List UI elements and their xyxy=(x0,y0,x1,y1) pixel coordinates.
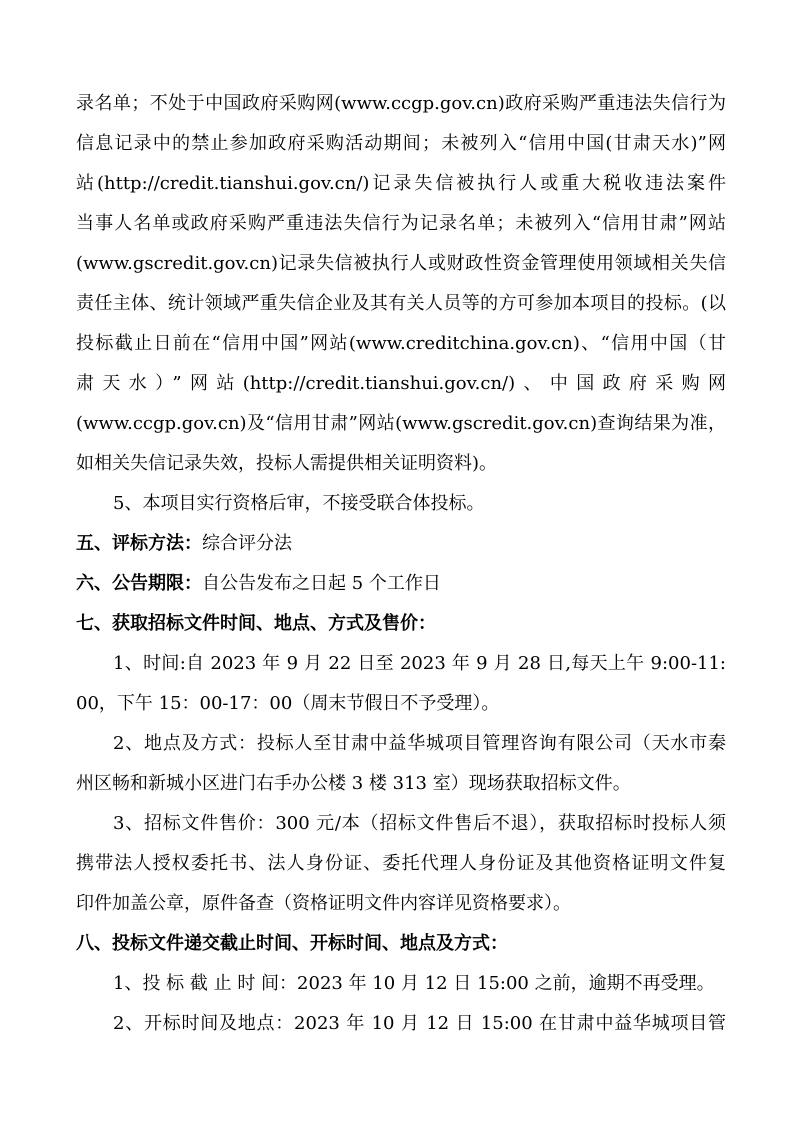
section-6-value: 自公告发布之日起 5 个工作日 xyxy=(202,573,441,594)
section-5-value: 综合评分法 xyxy=(202,533,292,554)
text-line: 信息记录中的禁止参加政府采购活动期间；未被列入“信用中国(甘肃天水)”网 xyxy=(76,133,726,154)
text-line: 1、时间:自 2023 年 9 月 22 日至 2023 年 9 月 28 日,每天上午 9:00-11: xyxy=(113,653,726,674)
text-line: 如相关失信记录失效，投标人需提供相关证明资料)。 xyxy=(76,453,498,474)
section-6-title: 六、公告期限： xyxy=(76,573,202,594)
section-8-title: 八、投标文件递交截止时间、开标时间、地点及方式： xyxy=(76,933,508,954)
page-content xyxy=(76,84,726,1044)
section-5-title: 五、评标方法： xyxy=(76,533,202,554)
text-line: 站(http://credit.tianshui.gov.cn/)记录失信被执行人或重大税收违法案件 xyxy=(76,173,726,194)
text-line: 携带法人授权委托书、法人身份证、委托代理人身份证及其他资格证明文件复 xyxy=(76,853,726,874)
section-7-item-3 xyxy=(76,804,726,924)
section-5-heading xyxy=(76,524,726,564)
text-line: 录名单；不处于中国政府采购网(www.ccgp.gov.cn)政府采购严重违法失信行为 xyxy=(76,93,726,114)
text-line: 投标截止日前在“信用中国”网站(www.creditchina.gov.cn)、“信用中国（甘 xyxy=(76,333,726,354)
text-line: 肃天水）”网站(http://credit.tianshui.gov.cn/)、中国政府采购网 xyxy=(76,373,726,394)
text-line: 00，下午 15：00-17：00（周末节假日不予受理）。 xyxy=(76,693,500,714)
section-8-heading xyxy=(76,924,726,964)
text-line: 责任主体、统计领域严重失信企业及其有关人员等的方可参加本项目的投标。(以 xyxy=(76,293,726,314)
section-7-title: 七、获取招标文件时间、地点、方式及售价： xyxy=(76,613,436,634)
section-8-item-2: 2、开标时间及地点：2023 年 10 月 12 日 15:00 在甘肃中益华城项目管 xyxy=(113,1013,726,1034)
item-5: 5、本项目实行资格后审，不接受联合体投标。 xyxy=(113,493,485,514)
text-line: 2、地点及方式：投标人至甘肃中益华城项目管理咨询有限公司（天水市秦 xyxy=(113,733,726,754)
section-8-item-1: 1、投 标 截 止 时 间：2023 年 10 月 12 日 15:00 之前，逾期不再受理。 xyxy=(113,973,715,994)
text-line: 当事人名单或政府采购严重违法失信行为记录名单；未被列入“信用甘肃”网站 xyxy=(76,213,726,234)
section-6-heading xyxy=(76,564,726,604)
text-line: 州区畅和新城小区进门右手办公楼 3 楼 313 室）现场获取招标文件。 xyxy=(76,773,631,794)
section-7-heading xyxy=(76,604,726,644)
section-7-item-2 xyxy=(76,724,726,804)
text-line: (www.gscredit.gov.cn)记录失信被执行人或财政性资金管理使用领域相关失信 xyxy=(76,253,726,274)
paragraph-continued xyxy=(76,84,726,484)
section-7-item-1 xyxy=(76,644,726,724)
text-line: 印件加盖公章，原件备查（资格证明文件内容详见资格要求）。 xyxy=(76,893,571,914)
text-line: (www.ccgp.gov.cn)及“信用甘肃”网站(www.gscredit.gov.cn)查询结果为准， xyxy=(76,413,726,434)
text-line: 3、招标文件售价：300 元/本（招标文件售后不退），获取招标时投标人须 xyxy=(113,813,726,834)
